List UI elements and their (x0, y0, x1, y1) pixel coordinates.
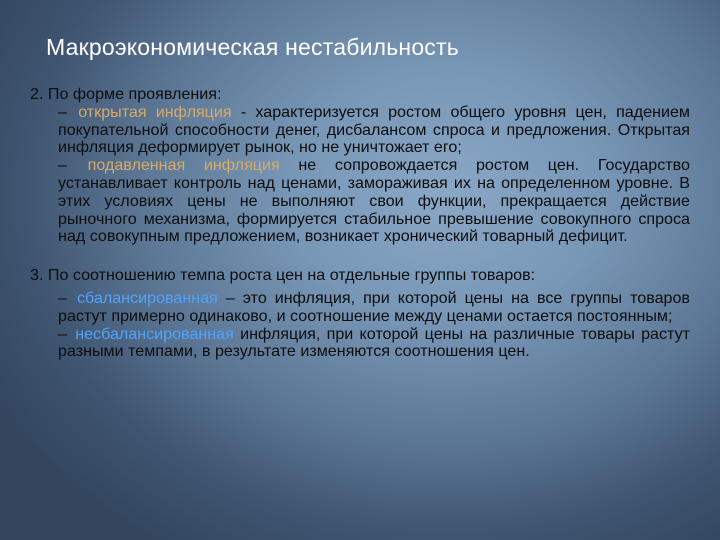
slide-title: Макроэкономическая нестабильность (46, 34, 459, 60)
definition-open-inflation: - характеризуется ростом общего уровня цен, падением покупательной способности денег, дисбалансом спроса и предложения. Открытая инфляция деформирует рынок, но не уничтожает его; (58, 102, 690, 157)
term-unbalanced-inflation: несбалансированная (75, 324, 234, 343)
dash-marker: – (58, 324, 67, 343)
definition-suppressed-inflation: не сопровождается ростом цен. Государство устанавливает контроль над ценами, замораживая их на определенном уровне. В этих условиях цены не выполняют свои функции, прекращается действие рыночного механизма, формируется стабильное превышение совокупного спроса над совокупным предложением, возникает хронический товарный дефицит. (58, 156, 690, 246)
slide-body (30, 86, 690, 361)
section-2-heading: 2. По форме проявления: (30, 85, 222, 103)
dash-marker: – (58, 156, 67, 175)
term-open-inflation: открытая инфляция (78, 102, 232, 121)
list-item-unbalanced-inflation (58, 326, 690, 362)
term-suppressed-inflation: подавленная инфляция (87, 156, 280, 175)
definition-unbalanced-inflation: инфляция, при которой цены на различные товары растут разными темпами, в результате изменяются соотношения цен. (58, 324, 690, 361)
term-balanced-inflation: сбалансированная (76, 288, 218, 307)
list-item-open-inflation (58, 104, 690, 157)
list-item-balanced-inflation (58, 290, 690, 326)
spacer (30, 246, 690, 267)
definition-balanced-inflation: – это инфляция, при которой цены на все группы товаров растут примерно одинаково, и соотношение между ценами остается постоянным; (58, 288, 690, 325)
dash-marker: – (58, 102, 67, 121)
dash-marker: – (58, 288, 67, 307)
section-3-heading: 3. По соотношению темпа роста цен на отдельные группы товаров: (30, 266, 536, 285)
list-item-suppressed-inflation (58, 157, 690, 246)
